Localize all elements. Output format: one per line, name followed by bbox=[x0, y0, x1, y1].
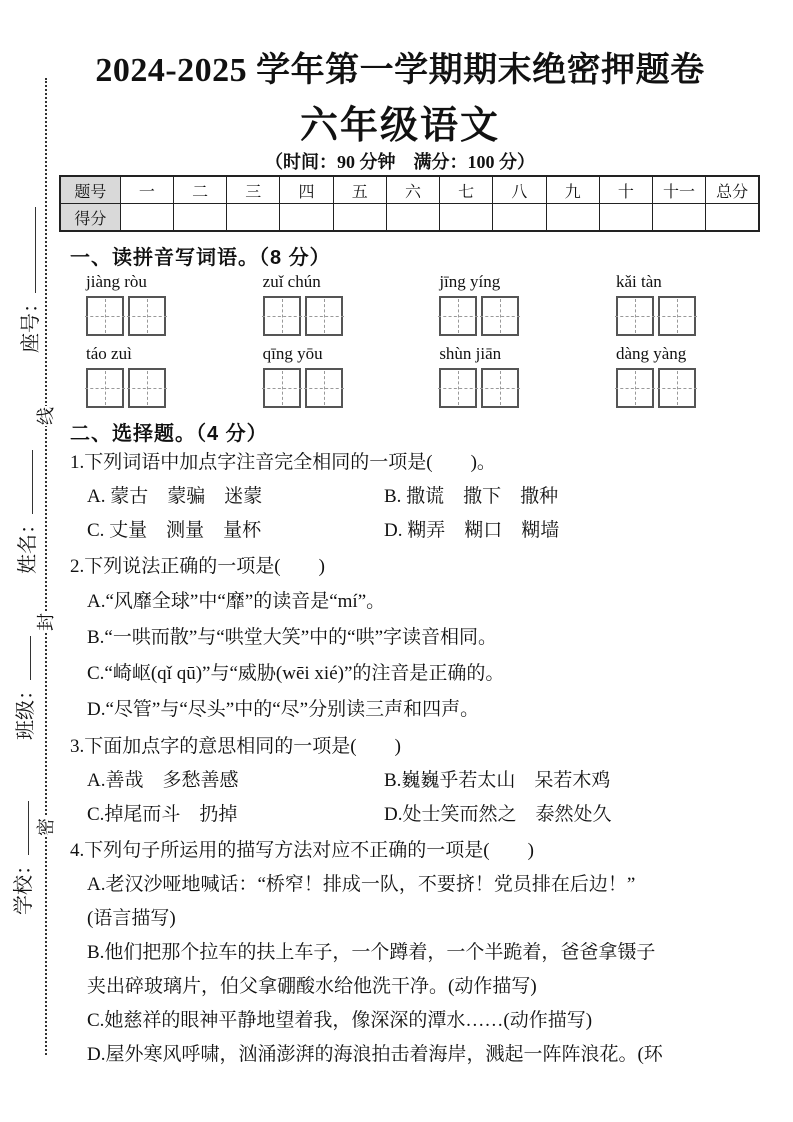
option-a: A.“风靡全球”中“靡”的读音是“mí”。 bbox=[87, 591, 386, 612]
question-2-stem: 2.下列说法正确的一项是( ) bbox=[70, 556, 325, 577]
score-table-label-score: 得分 bbox=[60, 204, 120, 232]
score-table-col: 一 bbox=[120, 176, 173, 204]
character-box bbox=[616, 296, 654, 336]
seal-line-char-mi: 密 bbox=[36, 818, 56, 836]
question-3-stem: 3.下面加点字的意思相同的一项是( ) bbox=[70, 736, 401, 757]
option-a: A. 蒙古 蒙骗 迷蒙 bbox=[87, 486, 263, 507]
student-name-field bbox=[13, 450, 37, 574]
question-1-options-row bbox=[70, 480, 738, 514]
question-3-options-row bbox=[70, 764, 738, 798]
option-c: C.“崎岖(qǐ qū)”与“威胁(wēi xié)”的注音是正确的。 bbox=[87, 663, 505, 684]
exam-title-line2: 六年级语文 bbox=[299, 105, 500, 147]
option-d: D.处士笑而然之 泰然处久 bbox=[384, 804, 612, 825]
character-box bbox=[481, 368, 519, 408]
score-table-col: 五 bbox=[333, 176, 386, 204]
option-a: A.善哉 多愁善感 bbox=[87, 770, 239, 791]
pinyin-group bbox=[263, 270, 349, 336]
score-cell-empty bbox=[333, 204, 386, 232]
pinyin-group bbox=[616, 342, 702, 408]
seal-line-char-xian: 线 bbox=[36, 407, 56, 425]
time-score-info: （时间：90 分钟 满分：100 分） bbox=[265, 152, 535, 172]
school-blank bbox=[13, 801, 29, 855]
character-box bbox=[128, 368, 166, 408]
option-c: C.掉尾而斗 扔掉 bbox=[87, 804, 238, 825]
pinyin-text: jīng yíng bbox=[439, 272, 501, 291]
option-d: D.屋外寒风呼啸，汹涌澎湃的海浪拍击着海岸，溅起一阵阵浪花。(环 bbox=[87, 1044, 663, 1065]
pinyin-text: jiàng ròu bbox=[86, 272, 147, 291]
pinyin-group bbox=[439, 342, 525, 408]
score-cell-empty bbox=[546, 204, 599, 232]
question-1-stem: 1.下列词语中加点字注音完全相同的一项是( )。 bbox=[70, 452, 496, 473]
pinyin-group bbox=[263, 342, 349, 408]
pinyin-text: shùn jiān bbox=[439, 344, 502, 363]
section-one-heading: 一、读拼音写词语。（8 分） bbox=[70, 247, 331, 269]
question-4-stem: 4.下列句子所运用的描写方法对应不正确的一项是( ) bbox=[70, 840, 534, 861]
score-table-col: 十一 bbox=[652, 176, 705, 204]
school-field bbox=[9, 801, 33, 915]
score-cell-empty bbox=[706, 204, 759, 232]
score-cell-empty bbox=[440, 204, 493, 232]
writing-boxes bbox=[263, 296, 349, 336]
character-box bbox=[658, 296, 696, 336]
score-table-label-question-number: 题号 bbox=[60, 176, 120, 204]
character-box bbox=[481, 296, 519, 336]
class-label: 班级： bbox=[14, 680, 37, 740]
class-field bbox=[11, 636, 35, 740]
score-table-col: 十 bbox=[599, 176, 652, 204]
writing-boxes bbox=[86, 296, 172, 336]
option-b: B.巍巍乎若太山 呆若木鸡 bbox=[384, 770, 611, 791]
question-3-options-row bbox=[70, 798, 738, 832]
character-box bbox=[658, 368, 696, 408]
pinyin-row-2 bbox=[86, 342, 702, 408]
character-box bbox=[263, 296, 301, 336]
section-two-heading: 二、选择题。（4 分） bbox=[70, 423, 268, 445]
score-cell-empty bbox=[493, 204, 546, 232]
character-box bbox=[263, 368, 301, 408]
option-b: B. 撒谎 撒下 撒种 bbox=[384, 486, 559, 507]
pinyin-row-1 bbox=[86, 270, 702, 336]
character-box bbox=[128, 296, 166, 336]
score-cell-empty bbox=[120, 204, 173, 232]
score-cell-empty bbox=[227, 204, 280, 232]
seal-line-char-feng: 封 bbox=[36, 613, 56, 631]
option-b: B.“一哄而散”与“哄堂大笑”中的“哄”字读音相同。 bbox=[87, 627, 498, 648]
option-b-line-2: 夹出碎玻璃片，伯父拿硼酸水给他洗干净。(动作描写) bbox=[87, 976, 537, 997]
score-table-col: 二 bbox=[173, 176, 226, 204]
option-b-line-1: B.他们把那个拉车的扶上车子，一个蹲着，一个半跪着，爸爸拿镊子 bbox=[87, 942, 656, 963]
pinyin-group bbox=[86, 270, 172, 336]
pinyin-text: dàng yàng bbox=[615, 344, 687, 363]
score-table-header-row bbox=[60, 176, 759, 204]
option-d: D. 糊弄 糊口 糊墙 bbox=[384, 520, 560, 541]
question-1-options-row bbox=[70, 514, 738, 548]
exam-title-line1: 2024-2025 学年第一学期期末绝密押题卷 bbox=[95, 52, 705, 89]
writing-boxes bbox=[263, 368, 349, 408]
pinyin-group bbox=[439, 270, 525, 336]
score-table-col: 六 bbox=[386, 176, 439, 204]
seat-number-field bbox=[16, 207, 40, 353]
student-name-blank bbox=[17, 450, 33, 514]
character-box bbox=[86, 368, 124, 408]
writing-boxes bbox=[616, 296, 702, 336]
school-label: 学校： bbox=[12, 855, 35, 915]
score-table-score-row bbox=[60, 204, 759, 232]
seal-dotted-line bbox=[45, 78, 47, 1055]
question-list bbox=[70, 444, 738, 1072]
option-a-line-2: (语言描写) bbox=[87, 908, 176, 929]
score-table-col: 三 bbox=[227, 176, 280, 204]
score-table-col: 九 bbox=[546, 176, 599, 204]
score-cell-empty bbox=[652, 204, 705, 232]
option-c: C. 丈量 测量 量杯 bbox=[87, 520, 262, 541]
score-table-col: 四 bbox=[280, 176, 333, 204]
pinyin-text: kǎi tàn bbox=[615, 272, 662, 291]
option-c: C.她慈祥的眼神平静地望着我，像深深的潭水……(动作描写) bbox=[87, 1010, 593, 1031]
seat-number-label: 座号： bbox=[19, 293, 42, 353]
score-table bbox=[59, 175, 760, 232]
seat-number-blank bbox=[20, 207, 36, 293]
option-a-line-1: A.老汉沙哑地喊话：“桥窄！排成一队，不要挤！党员排在后边！” bbox=[87, 874, 636, 895]
pinyin-text: zuǐ chún bbox=[262, 272, 321, 291]
score-table-col: 八 bbox=[493, 176, 546, 204]
writing-boxes bbox=[439, 368, 525, 408]
pinyin-group bbox=[616, 270, 702, 336]
character-box bbox=[305, 296, 343, 336]
character-box bbox=[305, 368, 343, 408]
pinyin-text: qīng yōu bbox=[262, 344, 323, 363]
option-d: D.“尽管”与“尽头”中的“尽”分别读三声和四声。 bbox=[87, 699, 480, 720]
writing-boxes bbox=[86, 368, 172, 408]
character-box bbox=[86, 296, 124, 336]
class-blank bbox=[15, 636, 31, 680]
score-table-col-total: 总分 bbox=[706, 176, 759, 204]
score-cell-empty bbox=[386, 204, 439, 232]
character-box bbox=[616, 368, 654, 408]
writing-boxes bbox=[439, 296, 525, 336]
character-box bbox=[439, 368, 477, 408]
score-cell-empty bbox=[280, 204, 333, 232]
score-table-col: 七 bbox=[440, 176, 493, 204]
writing-boxes bbox=[616, 368, 702, 408]
character-box bbox=[439, 296, 477, 336]
score-cell-empty bbox=[599, 204, 652, 232]
score-cell-empty bbox=[173, 204, 226, 232]
pinyin-group bbox=[86, 342, 172, 408]
student-name-label: 姓名： bbox=[16, 514, 39, 574]
pinyin-text: táo zuì bbox=[86, 344, 132, 363]
